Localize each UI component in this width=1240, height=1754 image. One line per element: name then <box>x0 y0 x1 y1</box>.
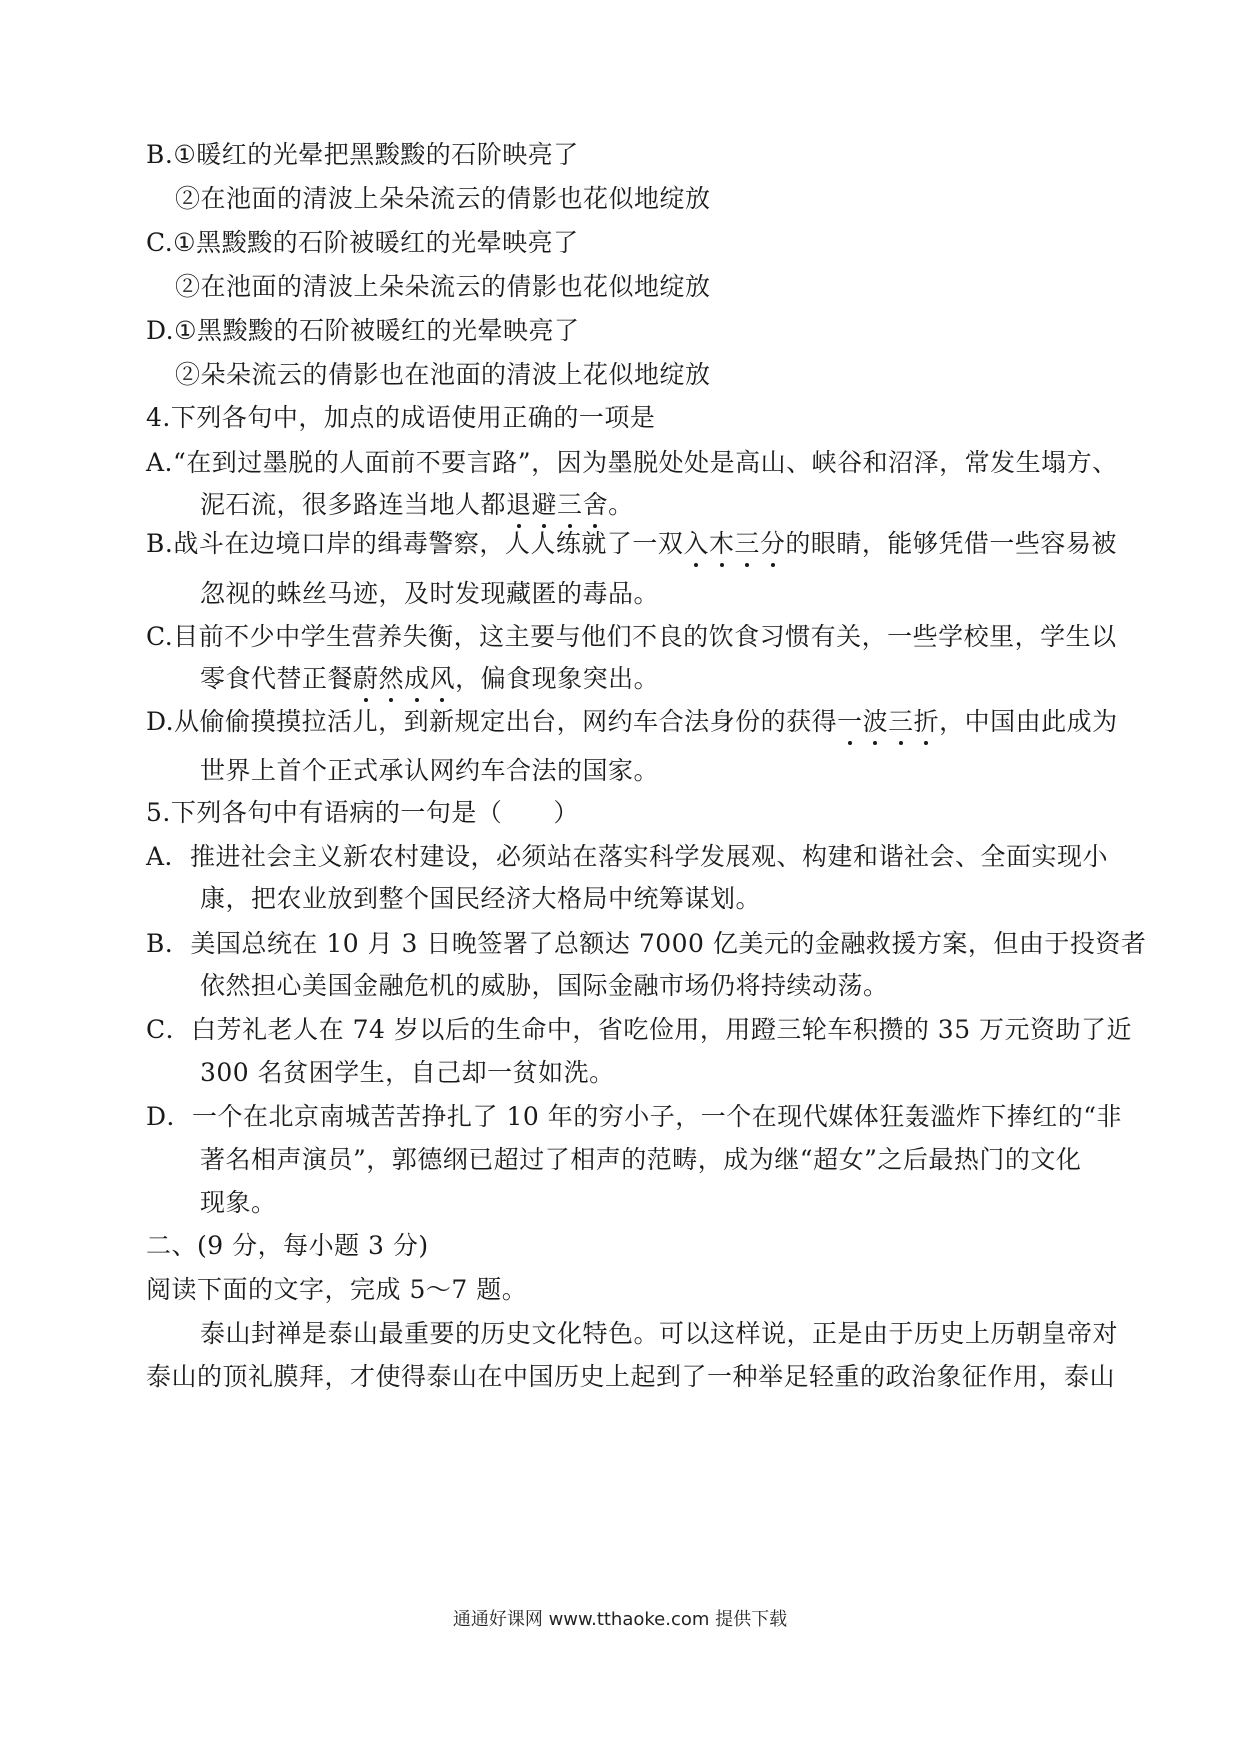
q4-option-c-line1: C.目前不少中学生营养失衡，这主要与他们不良的饮食习惯有关，一些学校里，学生以 <box>146 622 1117 651</box>
emphasis-char: 分 <box>760 527 786 561</box>
q4-option-a-line1: A.“在到过墨脱的人面前不要言路”，因为墨脱处处是高山、峡谷和沼泽，常发生塌方、 <box>146 448 1118 477</box>
passage-line-2: 泰山的顶礼膜拜，才使得泰山在中国历史上起到了一种举足轻重的政治象征作用，泰山 <box>146 1362 1116 1391</box>
option-b-line1: B.①暖红的光晕把黑黢黢的石阶映亮了 <box>146 140 579 169</box>
text-segment: B.战斗在边境口岸的缉毒警察，人人练就了一双 <box>146 529 684 558</box>
text-segment: ，偏食现象突出。 <box>455 664 660 693</box>
q5-option-d-line2: 著名相声演员”，郭德纲已超过了相声的范畴，成为继“超女”之后最热门的文化 <box>200 1145 1082 1174</box>
q5-option-d-line3: 现象。 <box>200 1188 277 1217</box>
passage-line-1: 泰山封禅是泰山最重要的历史文化特色。可以这样说，正是由于历史上历朝皇帝对 <box>200 1319 1119 1348</box>
emphasis-char: 退 <box>506 488 532 522</box>
page-footer: 通通好课网 www.tthaoke.com 提供下载 <box>452 1609 788 1630</box>
section-2-heading: 二、(9 分，每小题 3 分) <box>146 1231 429 1260</box>
emphasis-char: 然 <box>379 662 405 696</box>
emphasis-char: 成 <box>404 662 430 696</box>
text-segment: 零食代替正餐 <box>200 664 354 693</box>
text-segment: D.从偷偷摸摸拉活儿，到新规定出台，网约车合法身份的获得 <box>146 707 838 736</box>
option-c-line2: ②在池面的清波上朵朵流云的倩影也花似地绽放 <box>175 272 711 301</box>
emphasis-char: 波 <box>863 705 889 739</box>
q5-option-a-line1: A．推进社会主义新农村建设，必须站在落实科学发展观、构建和谐社会、全面实现小 <box>146 842 1109 871</box>
emphasis-char: 舍 <box>583 488 609 522</box>
emphasis-char: 三 <box>888 705 914 739</box>
question-5: 5.下列各句中有语病的一句是（ ） <box>146 798 579 827</box>
emphasis-char: 木 <box>709 527 735 561</box>
q4-option-c-line2 <box>200 662 659 696</box>
text-segment: 。 <box>608 490 634 519</box>
q5-option-c-line1: C．白芳礼老人在 74 岁以后的生命中，省吃俭用，用蹬三轮车积攒的 35 万元资助了近 <box>146 1015 1133 1044</box>
text-segment: ，中国由此成为 <box>939 707 1118 736</box>
text-segment: 的眼睛，能够凭借一些容易被 <box>785 529 1117 558</box>
q4-option-b-line2: 忽视的蛛丝马迹，及时发现藏匿的毒品。 <box>200 579 660 608</box>
emphasis-char: 避 <box>532 488 558 522</box>
option-d-line2: ②朵朵流云的倩影也在池面的清波上花似地绽放 <box>175 360 711 389</box>
q5-option-b-line2: 依然担心美国金融危机的威胁，国际金融市场仍将持续动荡。 <box>200 971 889 1000</box>
emphasis-char: 蔚 <box>353 662 379 696</box>
q4-option-a-line2 <box>200 488 634 522</box>
option-c-line1: C.①黑黢黢的石阶被暖红的光晕映亮了 <box>146 228 579 257</box>
q4-option-b-line1 <box>146 527 1117 561</box>
emphasis-char: 风 <box>430 662 456 696</box>
q5-option-b-line1: B．美国总统在 10 月 3 日晚签署了总额达 7000 亿美元的金融救援方案，但由于投资者 <box>146 929 1147 958</box>
emphasis-char: 入 <box>683 527 709 561</box>
emphasis-char: 折 <box>914 705 940 739</box>
emphasis-char: 一 <box>837 705 863 739</box>
reading-instruction: 阅读下面的文字，完成 5～7 题。 <box>146 1275 528 1304</box>
option-b-line2: ②在池面的清波上朵朵流云的倩影也花似地绽放 <box>175 184 711 213</box>
q5-option-d-line1: D．一个在北京南城苦苦挣扎了 10 年的穷小子，一个在现代媒体狂轰滥炸下捧红的“非 <box>146 1102 1123 1131</box>
q4-option-d-line2: 世界上首个正式承认网约车合法的国家。 <box>200 756 660 785</box>
q5-option-a-line2: 康，把农业放到整个国民经济大格局中统筹谋划。 <box>200 884 762 913</box>
option-d-line1: D.①黑黢黢的石阶被暖红的光晕映亮了 <box>146 316 580 345</box>
text-segment: 泥石流，很多路连当地人都 <box>200 490 507 519</box>
question-4: 4.下列各句中，加点的成语使用正确的一项是 <box>146 403 656 432</box>
emphasis-char: 三 <box>734 527 760 561</box>
emphasis-char: 三 <box>557 488 583 522</box>
q4-option-d-line1 <box>146 705 1118 739</box>
q5-option-c-line2: 300 名贫困学生，自己却一贫如洗。 <box>200 1058 615 1087</box>
